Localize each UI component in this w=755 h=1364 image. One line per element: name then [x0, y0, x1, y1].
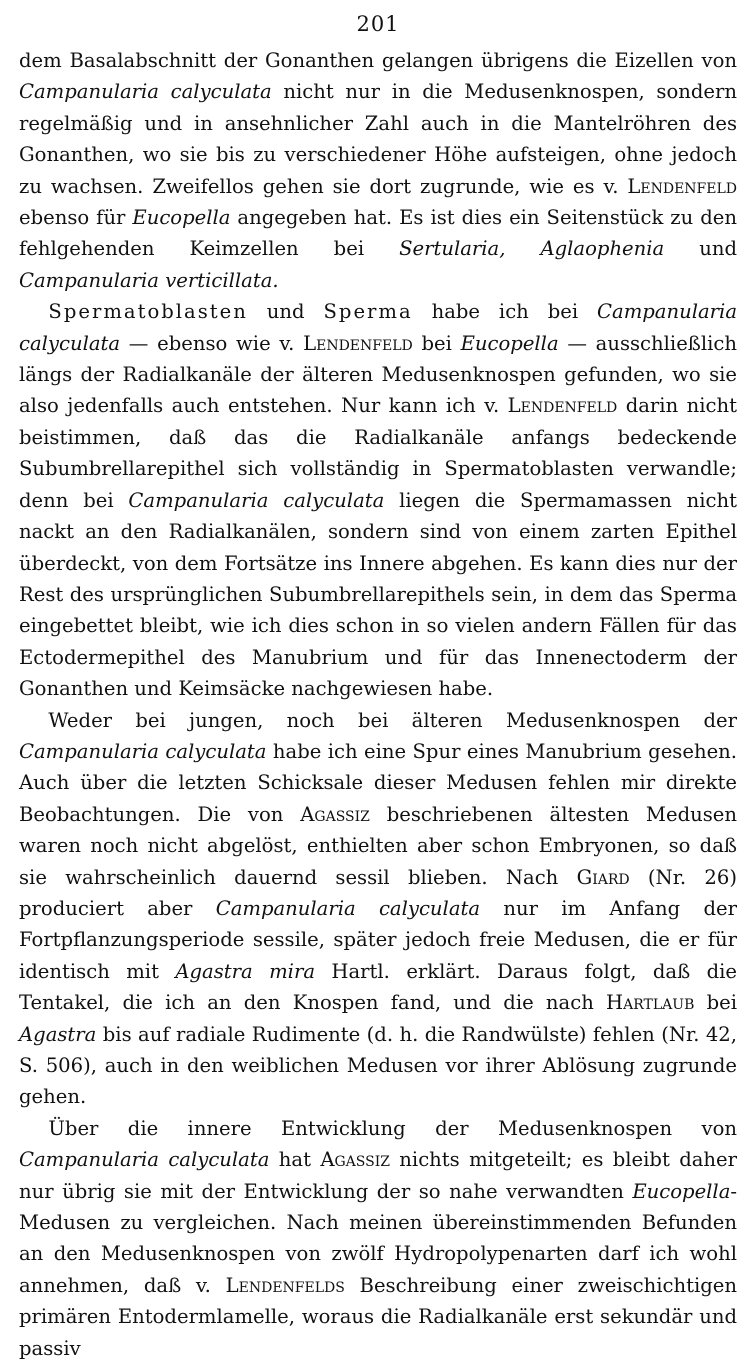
- paragraph-2: [19, 296, 737, 704]
- spaced-term: Sperma: [323, 300, 413, 324]
- italic-term: Campanularia calyculata: [128, 488, 385, 512]
- text-run: Beschreibung einer zweischichtigen primären Entodermlamelle, woraus die Radialkanäle erst sekundär und passiv: [19, 1273, 737, 1360]
- text-run: Über die innere Entwicklung der Medusenknospen von: [48, 1116, 737, 1140]
- text-run: bis auf radiale Rudimente (d. h. die Randwülste) fehlen (Nr. 42, S. 506), auch in den weiblichen Medusen vor ihrer Ablösung zugrunde gehen.: [19, 1022, 737, 1109]
- italic-term: Campanularia calyculata: [19, 300, 737, 355]
- italic-term: Eucopella: [460, 331, 559, 355]
- italic-term: Agastra mira: [175, 959, 315, 983]
- page-number: 201: [356, 12, 400, 36]
- text-run: und: [664, 237, 738, 261]
- text-run: nur im Anfang der Fortpflanzungsperiode sessile, später jedoch freie Medusen, die er für identisch mit: [19, 896, 738, 983]
- author-name: Agassiz: [300, 802, 370, 826]
- text-run: — ausschließlich längs der Radialkanäle der älteren Medusenknospen gefunden, wo sie also jedenfalls auch entstehen. Nur kann ich v.: [19, 331, 737, 418]
- text-run: ebenso für: [19, 206, 133, 230]
- italic-term: Campanularia calyculata: [19, 739, 267, 763]
- paragraph-3: [19, 705, 737, 1113]
- author-name: Agassiz: [320, 1148, 390, 1172]
- text-run: habe ich eine Spur eines Manubrium gesehen. Auch über die letzten Schicksale dieser Medusen fehlen mir direkte Beobachtungen. Die von: [19, 739, 738, 826]
- text-run: angegeben hat. Es ist dies ein Seitenstück zu den fehlgehenden Keimzellen bei: [19, 206, 737, 261]
- text-run: bei: [694, 991, 737, 1015]
- italic-term: Agastra: [19, 1022, 97, 1046]
- text-run: habe ich bei: [412, 300, 598, 324]
- author-name: Lendenfeld: [507, 394, 618, 418]
- text-run: nichts mitgeteilt; es bleibt daher nur übrig sie mit der Entwicklung der so nahe verwandten: [19, 1148, 737, 1203]
- author-name: Lendenfeld: [303, 331, 413, 355]
- author-name: Hartlaub: [606, 991, 695, 1015]
- italic-term: Campanularia calyculata: [215, 896, 481, 920]
- text-run: hat: [269, 1148, 321, 1172]
- text-run: Hartl. erklärt. Daraus folgt, daß die Tentakel, die ich an den Knospen fand, und die nach: [19, 959, 737, 1015]
- text-run: darin nicht beistimmen, daß das die Radialkanäle anfangs bedeckende Subumbrellarepithel sich vollständig in Spermatoblasten verwandle; denn bei: [19, 394, 737, 512]
- italic-term: Campanularia calyculata: [19, 1148, 270, 1172]
- italic-term: Campanularia verticillata.: [19, 268, 279, 292]
- text-run: liegen die Spermamassen nicht nackt an den Radialkanälen, sondern sind von einem zarten Epithel überdeckt, von dem Fortsätze ins Innere abgehen. Es kann dies nur der Rest des ursprünglichen Subumbrellarepithels sein, in dem das Sperma eingebettet bleibt, wie ich dies schon in so vielen andern Fällen für das Ectodermepithel des Manubrium und für das Innenectoderm der Gonanthen und Keimsäcke nachgewiesen habe.: [19, 488, 737, 701]
- italic-term: Campanularia calyculata: [19, 80, 272, 104]
- author-name: Giard: [576, 865, 630, 889]
- text-run: (Nr. 26) produciert aber: [19, 865, 737, 920]
- author-name: Lendenfeld: [627, 174, 737, 198]
- text-run: dem Basalabschnitt der Gonanthen gelangen übrigens die Eizellen von: [19, 49, 737, 72]
- text-run: nicht nur in die Medusenknospen, sondern regelmäßig und in ansehnlicher Zahl auch in die Mantelröhren des Gonanthen, wo sie bis zu verschiedener Höhe aufsteigen, ohne jedoch zu wachsen. Zweifellos gehen sie dort zugrunde, wie es v.: [19, 80, 737, 198]
- paragraph-1: [19, 45, 737, 296]
- italic-term: Eucopella: [632, 1179, 731, 1203]
- text-run: Weder bei jungen, noch bei älteren Medusenknospen der: [48, 708, 737, 732]
- text-run: -Medusen zu vergleichen. Nach meinen übereinstimmenden Befunden an den Medusenknospen von zwölf Hydropolypenarten darf ich wohl annehmen, daß v.: [19, 1179, 737, 1297]
- italic-term: Sertularia, Aglaophenia: [399, 237, 665, 261]
- text-run: beschriebenen ältesten Medusen waren noch nicht abgelöst, enthielten aber schon Embryonen, so daß sie wahrscheinlich dauernd sessil blieben. Nach: [19, 802, 738, 889]
- body-text: [19, 45, 737, 1364]
- italic-term: Eucopella: [132, 206, 231, 230]
- author-name: Lendenfelds: [225, 1273, 345, 1297]
- text-run: und: [247, 300, 324, 324]
- spaced-term: Spermatoblasten: [48, 300, 248, 324]
- text-run: — ebenso wie v.: [120, 331, 304, 355]
- text-run: bei: [412, 331, 461, 355]
- paragraph-4: [19, 1113, 737, 1364]
